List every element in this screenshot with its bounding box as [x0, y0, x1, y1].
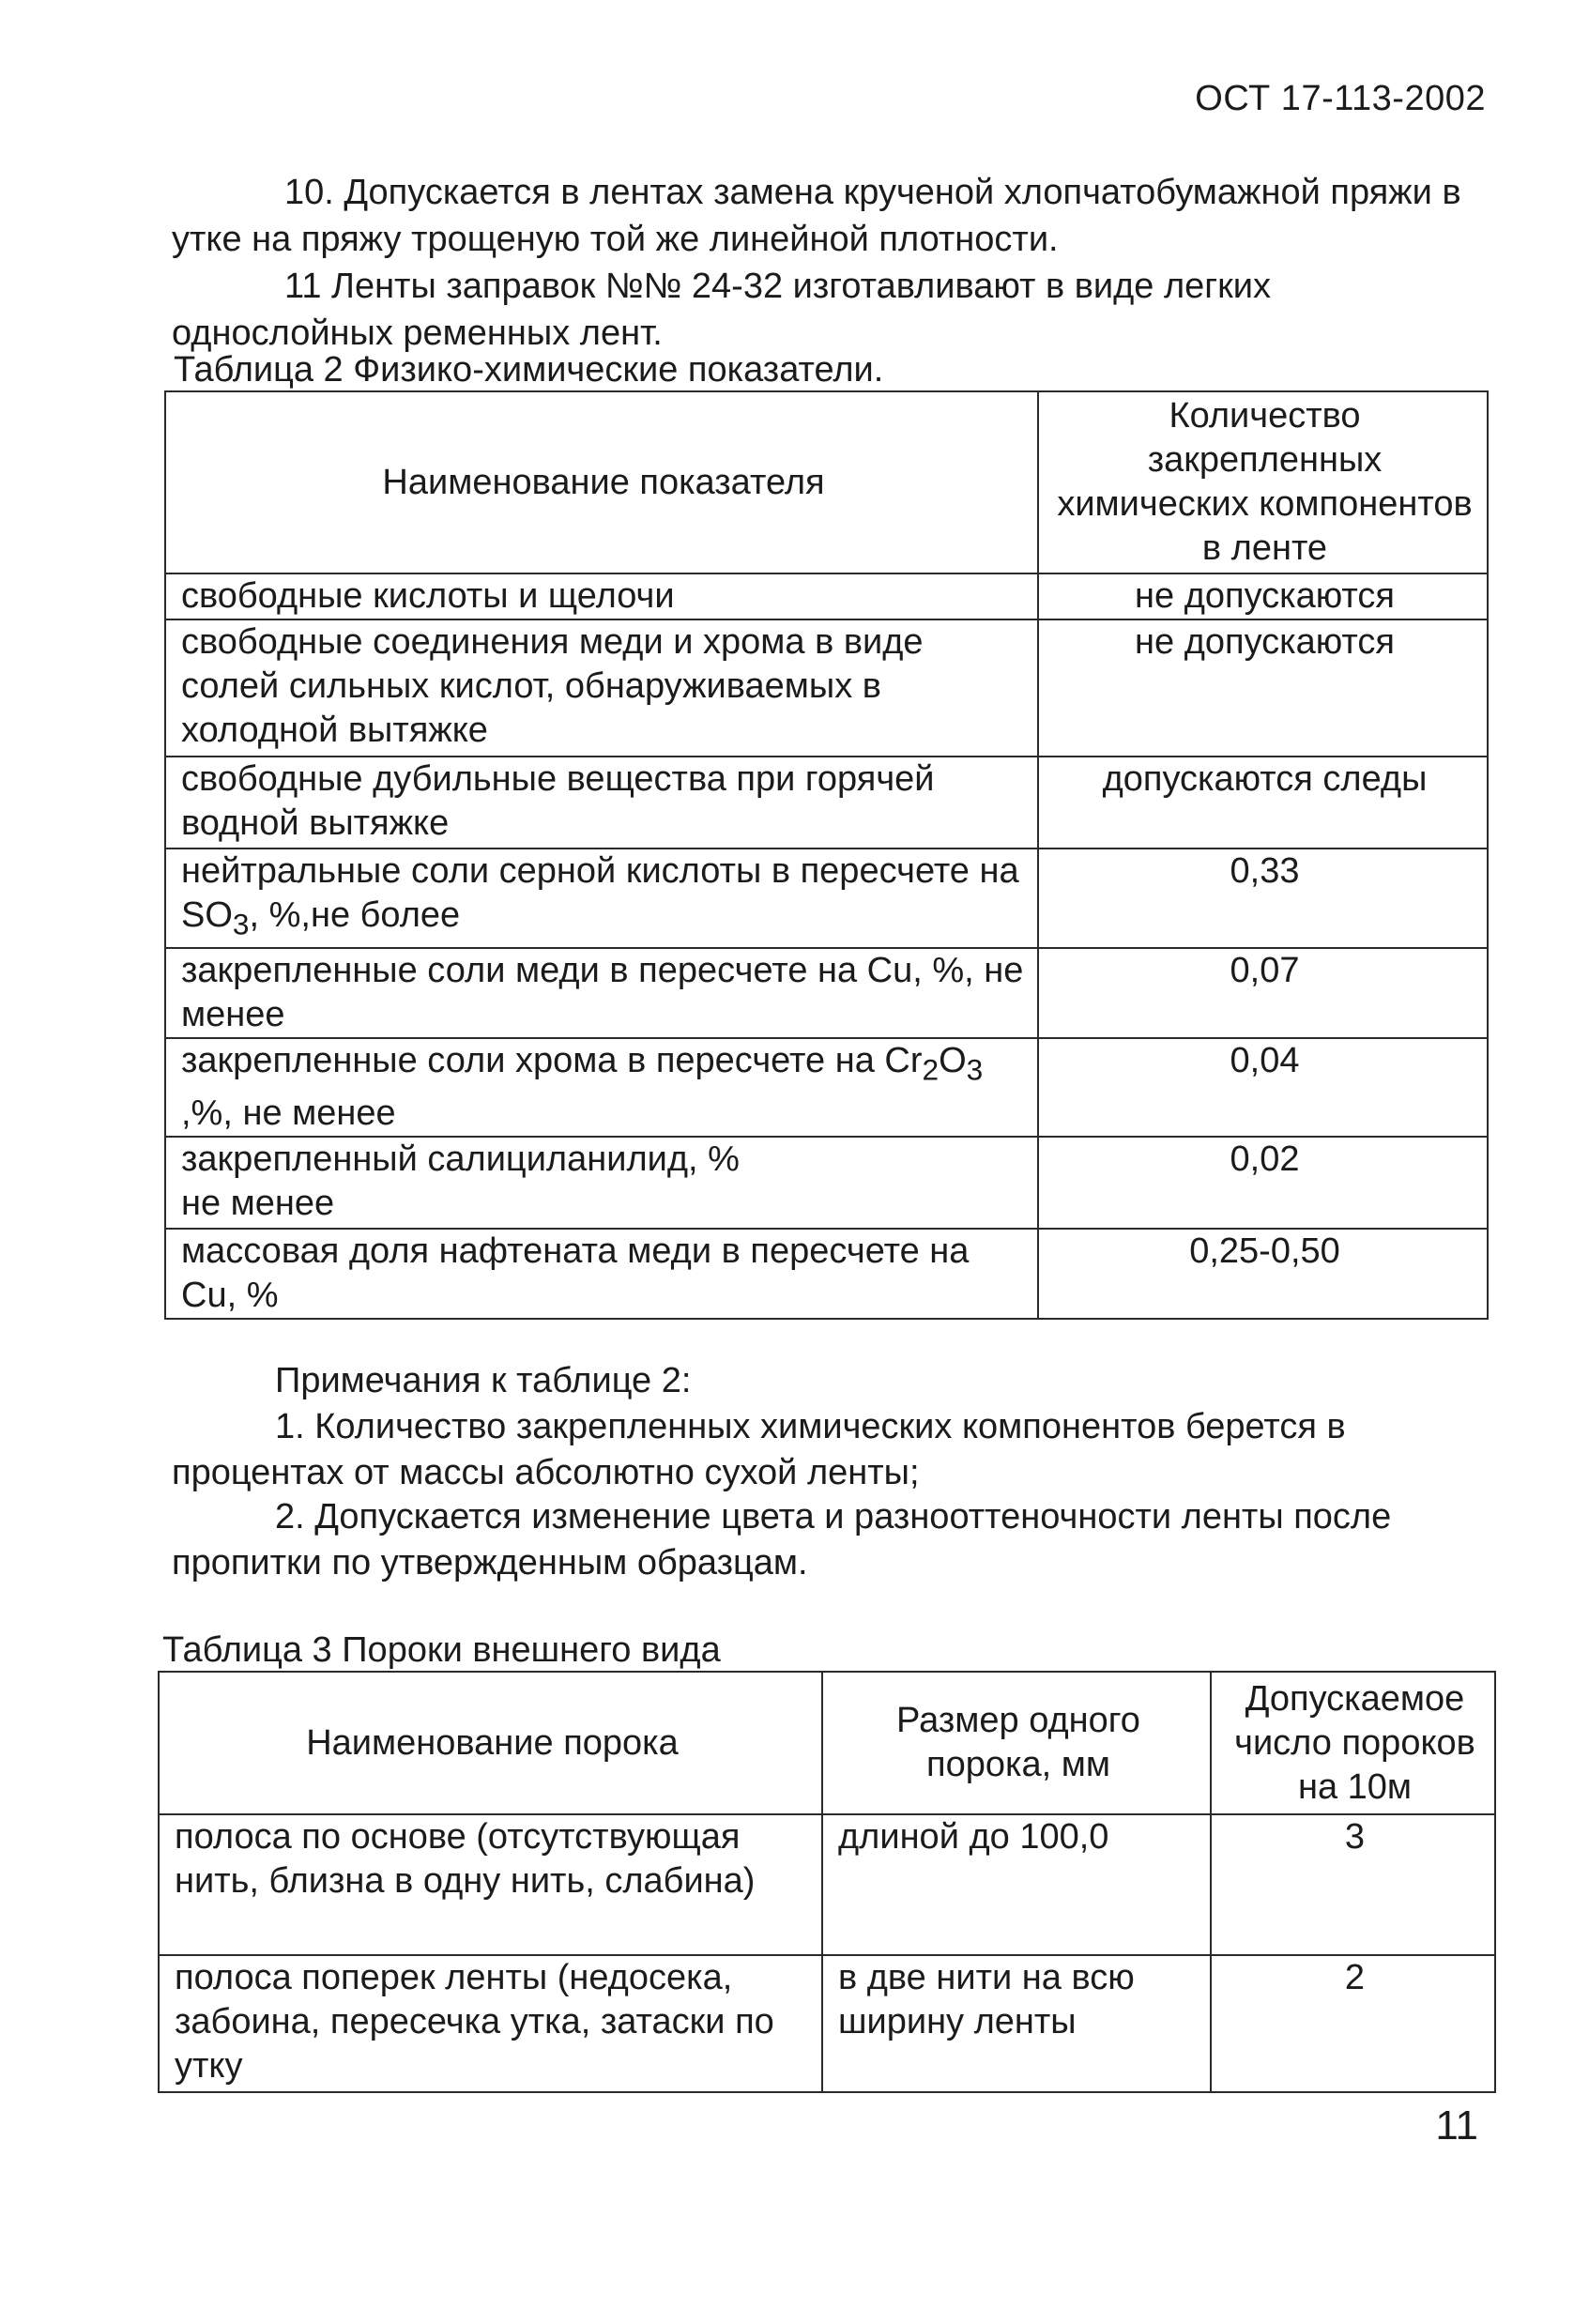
- table2-name-text: ,%, не менее: [181, 1093, 396, 1134]
- table2-cell-name: свободные соединения меди и хрома в виде солей сильных кислот, обнаруживаемых в холодной вытяжке: [165, 619, 1038, 757]
- table3-cell-name: полоса по основе (отсутствующая нить, близна в одну нить, слабина): [159, 1814, 822, 1955]
- table2-cell-value: 0,02: [1038, 1137, 1488, 1229]
- table2-cell-value: 0,33: [1038, 849, 1488, 948]
- table2-name-subscript: 3: [232, 907, 250, 941]
- table3-header-count: Допускаемое число пороков на 10м: [1211, 1672, 1495, 1814]
- table-row: [159, 1814, 1495, 1955]
- table2-cell-value: допускаются следы: [1038, 757, 1488, 849]
- table3-cell-count: 3: [1211, 1814, 1495, 1955]
- table2-name-subscript: 2: [922, 1052, 940, 1087]
- table3-cell-size: длиной до 100,0: [822, 1814, 1211, 1955]
- table2-name-text: O: [939, 1040, 967, 1080]
- table-row: [159, 1955, 1495, 2092]
- table2-cell-name: [165, 1137, 1038, 1229]
- table-row: [165, 1038, 1488, 1138]
- table-row: [165, 1229, 1488, 1319]
- table3-caption: Таблица 3 Пороки внешнего вида: [162, 1630, 721, 1670]
- table-row: [165, 573, 1488, 619]
- table2-name-text: закрепленные соли хрома в пересчете на Cr: [181, 1040, 923, 1080]
- table2-cell-value: 0,04: [1038, 1038, 1488, 1138]
- table-row: [165, 1137, 1488, 1229]
- table2-name-line: не менее: [181, 1184, 335, 1224]
- table2-header-row: [165, 391, 1488, 573]
- paragraph-10: 10. Допускается в лентах замена крученой хлопчатобумажной пряжи в утке на пряжу трощеную той же линейной плотности.: [172, 173, 1461, 259]
- table3-cell-size: в две нити на всю ширину ленты: [822, 1955, 1211, 2092]
- table2-header-name: Наименование показателя: [165, 391, 1038, 573]
- table2-name-text: нейтральные соли серной кислоты в пересчете на SO: [181, 851, 1019, 935]
- note-item: 2. Допускается изменение цвета и разнооттеночности ленты после пропитки по утвержденным образцам.: [172, 1497, 1392, 1582]
- table3: [158, 1671, 1496, 2093]
- table2-caption: Таблица 2 Физико-химические показатели.: [174, 350, 884, 390]
- table3-header-row: [159, 1672, 1495, 1814]
- table2-cell-name: массовая доля нафтената меди в пересчете на Cu, %: [165, 1229, 1038, 1319]
- notes-title: Примечания к таблице 2:: [275, 1361, 692, 1400]
- document-code: ОСТ 17-113-2002: [1195, 79, 1486, 118]
- table2-cell-value: не допускаются: [1038, 573, 1488, 619]
- table-row: [165, 849, 1488, 948]
- table-row: [165, 757, 1488, 849]
- table3-header-size: Размер одного порока, мм: [822, 1672, 1211, 1814]
- table2-cell-name: закрепленные соли меди в пересчете на Cu, %, не менее: [165, 948, 1038, 1038]
- table2-cell-name: [165, 849, 1038, 948]
- table2: [164, 390, 1489, 1320]
- table2-header-amount: Количество закрепленных химических компонентов в ленте: [1038, 391, 1488, 573]
- table2-cell-name: свободные кислоты и щелочи: [165, 573, 1038, 619]
- paragraph-11: 11 Ленты заправок №№ 24-32 изготавливают в виде легких однослойных ременных лент.: [172, 267, 1272, 353]
- table2-cell-name: свободные дубильные вещества при горячей водной вытяжке: [165, 757, 1038, 849]
- table3-header-name: Наименование порока: [159, 1672, 822, 1814]
- table2-cell-value: не допускаются: [1038, 619, 1488, 757]
- table2-cell-value: 0,07: [1038, 948, 1488, 1038]
- table3-cell-count: 2: [1211, 1955, 1495, 2092]
- note-item: 1. Количество закрепленных химических компонентов берется в процентах от массы абсолютно сухой ленты;: [172, 1407, 1346, 1492]
- table2-cell-name: [165, 1038, 1038, 1138]
- table2-name-line: закрепленный салициланилид, %: [181, 1139, 740, 1180]
- table2-name-text: , %,не более: [249, 895, 461, 935]
- table-row: [165, 619, 1488, 757]
- table3-cell-name: полоса поперек ленты (недосека, забоина, пересечка утка, затаски по утку: [159, 1955, 822, 2092]
- page-number: 11: [1435, 2102, 1478, 2148]
- table-row: [165, 948, 1488, 1038]
- table2-cell-value: 0,25-0,50: [1038, 1229, 1488, 1319]
- table2-name-subscript: 3: [966, 1052, 984, 1087]
